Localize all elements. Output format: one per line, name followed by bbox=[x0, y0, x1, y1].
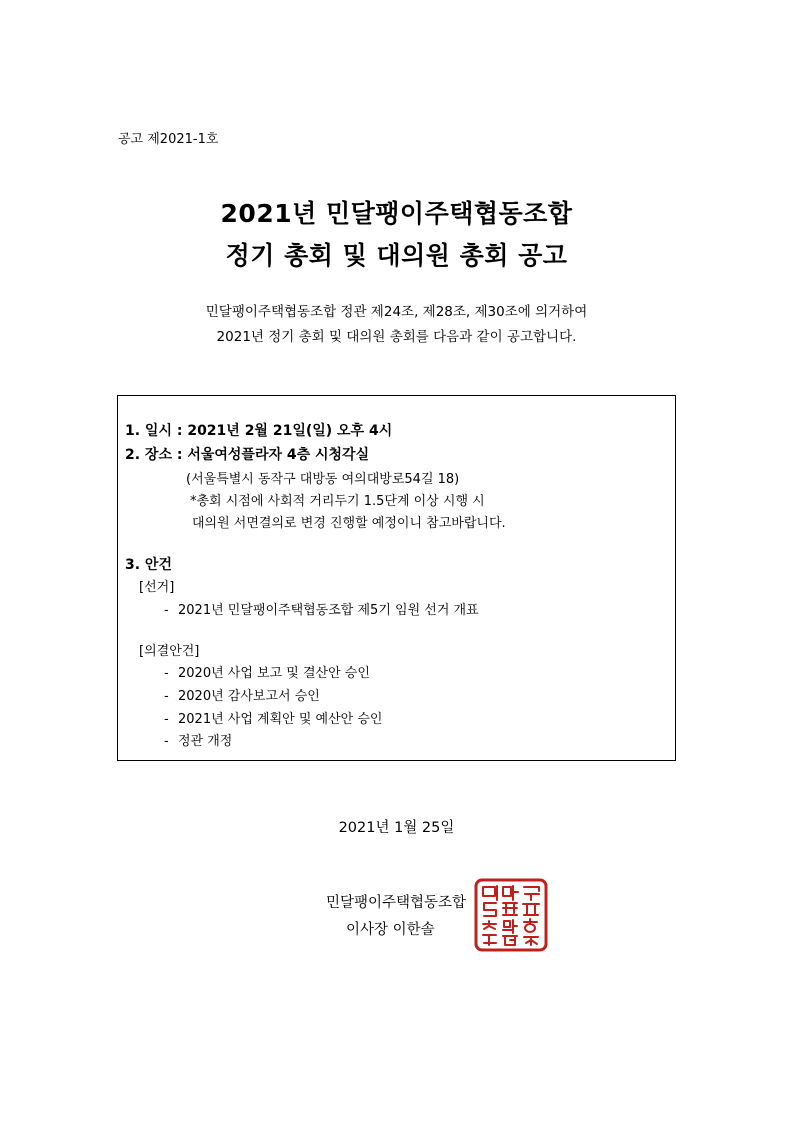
notice-remark-line-2: 대의원 서면결의로 변경 진행할 예정이니 참고바랍니다. bbox=[192, 516, 506, 531]
resolution-item-text: 2020년 사업 보고 및 결산안 승인 bbox=[178, 666, 370, 681]
organization-name: 민달팽이주택협동조합 bbox=[326, 895, 467, 911]
list-item bbox=[164, 599, 479, 618]
list-item bbox=[164, 730, 232, 749]
intro-line-2: 2021년 정기 총회 및 대의원 총회를 다음과 같이 공고합니다. bbox=[216, 329, 577, 345]
list-item bbox=[164, 662, 370, 681]
intro-line-1: 민달팽이주택협동조합 정관 제24조, 제28조, 제30조에 의거하여 bbox=[205, 304, 588, 320]
meeting-address: (서울특별시 동작구 대방동 여의대방로54길 18) bbox=[186, 472, 460, 487]
official-seal-stamp bbox=[473, 877, 549, 953]
resolution-item-text: 2020년 감사보고서 승인 bbox=[178, 689, 320, 704]
meeting-details-box bbox=[117, 395, 676, 761]
agenda-heading: 3. 안건 bbox=[125, 557, 172, 573]
bullet-dash: - bbox=[164, 734, 169, 749]
resolution-item-text: 2021년 사업 계획안 및 예산안 승인 bbox=[178, 712, 383, 727]
announcement-date: 2021년 1월 25일 bbox=[338, 820, 455, 836]
representative-name: 이사장 이한솔 bbox=[346, 922, 435, 938]
bullet-dash: - bbox=[164, 666, 169, 681]
notice-remark-line-1: *총회 시점에 사회적 거리두기 1.5단계 이상 시행 시 bbox=[190, 494, 485, 509]
list-item bbox=[164, 708, 382, 727]
resolution-item-text: 정관 개정 bbox=[178, 734, 233, 749]
meeting-place: 2. 장소 : 서울여성플라자 4층 시청각실 bbox=[125, 447, 370, 463]
list-item bbox=[164, 685, 320, 704]
meeting-datetime: 1. 일시 : 2021년 2월 21일(일) 오후 4시 bbox=[125, 423, 393, 439]
election-label: [선거] bbox=[139, 580, 175, 595]
resolution-label: [의결안건] bbox=[139, 644, 200, 659]
election-item-text: 2021년 민달팽이주택협동조합 제5기 임원 선거 개표 bbox=[178, 603, 479, 618]
document-title-line-1: 2021년 민달팽이주택협동조합 bbox=[220, 199, 573, 228]
bullet-dash: - bbox=[164, 712, 169, 727]
notice-number: 공고 제2021-1호 bbox=[118, 132, 219, 147]
bullet-dash: - bbox=[164, 603, 169, 618]
bullet-dash: - bbox=[164, 689, 169, 704]
document-title-line-2: 정기 총회 및 대의원 총회 공고 bbox=[225, 241, 568, 270]
